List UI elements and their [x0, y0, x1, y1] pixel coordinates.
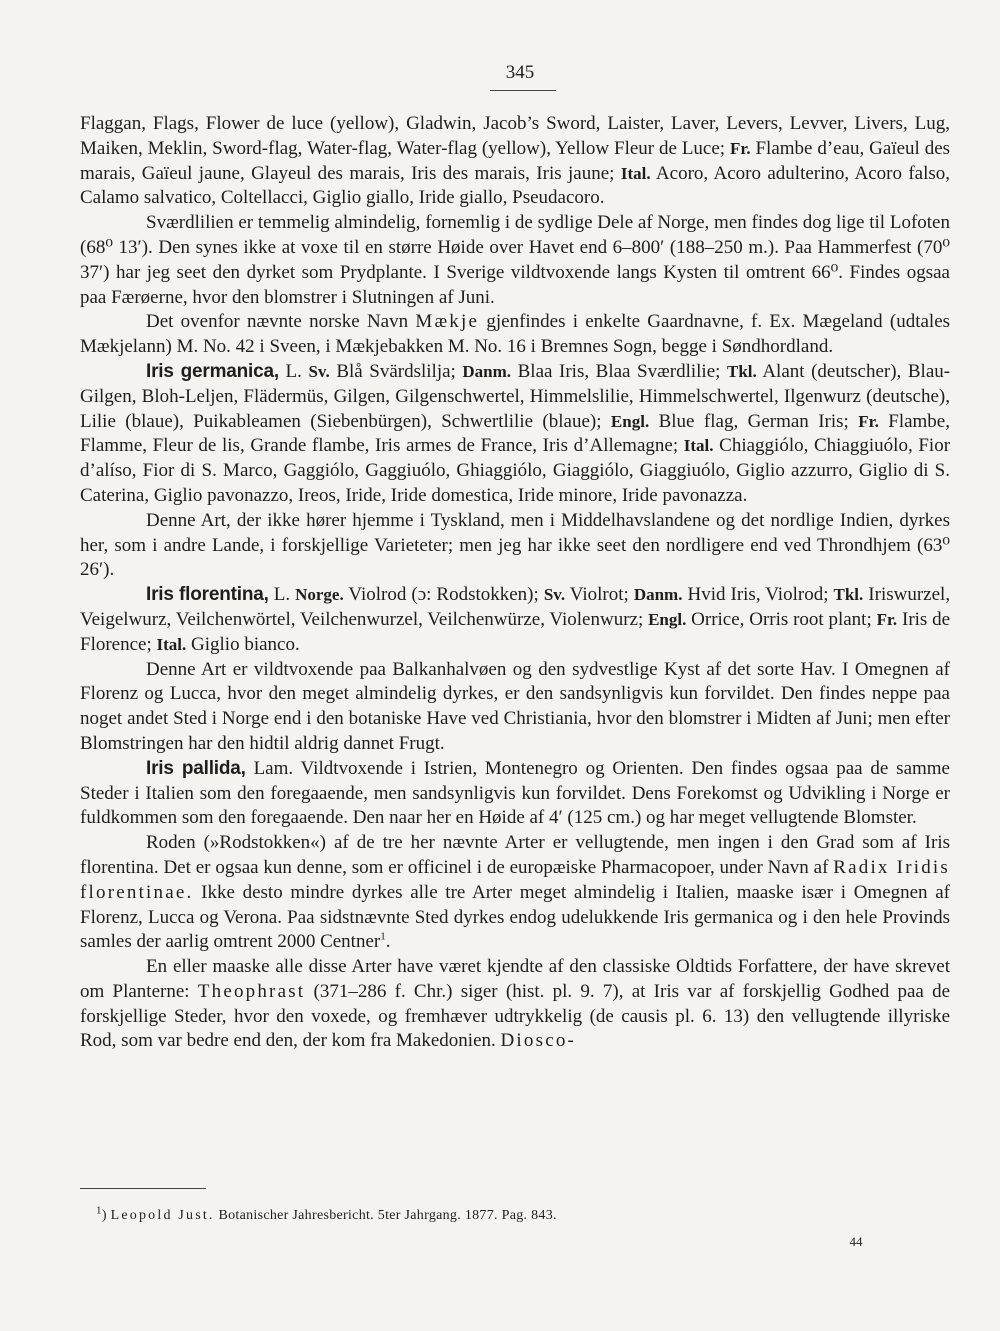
footnote-reference: 1 [380, 930, 386, 943]
footnote-rule [80, 1188, 206, 1189]
paragraph-florentina-distribution: Denne Art er vildtvoxende paa Balkanhalvøen og den sydvestlige Kyst af det sorte Hav. I Omegnen af Florenz og Lucca, hvor den meget almindelig dyrkes, er den sandsynligvis kun forvildet. Den findes neppe paa noget andet Sted i Norge end i den botaniske Have ved Christiania, hvor den blomstrer i Midten af Juni; men efter Blomstringen har den hidtil aldrig dannet Frugt. [80, 658, 950, 754]
language-label: Engl. [610, 411, 650, 431]
language-label: Fr. [858, 411, 879, 431]
species-heading: Iris pallida, [146, 757, 246, 779]
language-label: Ital. [683, 436, 714, 456]
paragraph-iris-florentina: Iris florentina, L. Norge. Violrod (ɔ: Rodstokken); Sv. Violrot; Danm. Hvid Iris, Violrod; Tkl. Iriswurzel, Veigelwurz, Veilchenwörtel, Veilchenwurzel, Veilchenwürze, Violenwurz; Engl. Orrice, Orris root plant; Fr. Iris de Florence; Ital. Giglio bianco. [80, 584, 951, 655]
paragraph-root: Roden (»Rodstokken«) af de tre her nævnte Arter er vellugtende, men ingen i den Grad som af Iris florentina. Det er ogsaa kun denne, som er officinel i de europæiske Pharmacopoer, under Navn af Radix Iridis florentinae. Ikke desto mindre dyrkes alle tre Arter meget almindelig i Italien, maaske især i Omegnen af Florenz, Lucca og Verona. Paa sidstnævnte Sted dyrkes endog udelukkende Iris germanica og i den hele Provinds samles der aarlig omtrent 2000 Centner$^1$. [80, 832, 950, 953]
species-heading: Iris florentina, [146, 584, 269, 606]
paragraph-common-names: Flaggan, Flags, Flower de luce (yellow), Gladwin, Jacob’s Sword, Laister, Laver, Levers, Levver, Livers, Lug, Maiken, Meklin, Sword-flag, Water-flag, Water-flag (yellow), Yellow Fleur de Luce; Fr. Flambe d’eau, Gaïeul des marais, Gaïeul jaune, Glayeul des marais, Iris des marais, Iris jaune; Ital. Acoro, Acoro adulterino, Acoro falso, Calamo salvatico, Coltellacci, Giglio giallo, Iride giallo, Pseudacoro. [80, 113, 951, 209]
language-label: Tkl. [727, 361, 757, 381]
language-label: Fr. [876, 609, 898, 629]
spaced-term: Diosco- [500, 1030, 577, 1052]
language-label: Danm. [462, 361, 512, 381]
language-label: Tkl. [833, 585, 864, 605]
paragraph-iris-germanica: Iris germanica, L. Sv. Blå Svärdslilja; Danm. Blaa Iris, Blaa Sværdlilie; Tkl. Alant (deutscher), Blau-Gilgen, Bloh-Leljen, Flädermüs, Gilgen, Gilgenschwertel, Himmelslilie, Himmelschwertel, Ilgenwurz (deutsche), Lilie (blaue), Puikableamen (Siebenbürgen), Schwertlilie (blaue); Engl. Blue flag, German Iris; Fr. Flambe, Flamme, Fleur de lis, Grande flambe, Iris armes de France, Iris d’Allemagne; Ital. Chiaggiólo, Chiaggiuólo, Fior d’alíso, Fior di S. Marco, Gaggiólo, Gaggiuólo, Ghiaggiólo, Giaggiólo, Giaggiuólo, Giglio azzurro, Giglio di S. Caterina, Giglio pavonazzo, Ireos, Iride, Iride domestica, Iride minore, Iride pavonazza. [80, 360, 951, 506]
spaced-term: Mækje [415, 311, 480, 333]
paragraph-classical: En eller maaske alle disse Arter have været kjendte af den classiske Oldtids Forfattere, der have skrevet om Planterne: Theophrast (371–286 f. Chr.) siger (hist. pl. 9. 7), at Iris var af forskjellig Godhed paa de forskjellige Steder, hvor den voxede, og fremhæver udtrykkelig (de causis pl. 6. 13) den vellugtende illyriske Rod, som var bedre end den, der kom fra Makedonien. Diosco- [80, 956, 951, 1052]
spaced-term: Radix Iridis florentinae. [80, 856, 950, 903]
footnote-text: Botanischer Jahresbericht. 5ter Jahrgang. 1877. Pag. 843. [218, 1208, 557, 1223]
footnote-author: Leopold Just. [110, 1208, 215, 1223]
paragraph-place-names: Det ovenfor nævnte norske Navn Mækje gjenfindes i enkelte Gaardnavne, f. Ex. Mægeland (udtales Mækjelann) M. No. 42 i Sveen, i Mækjebakken M. No. 16 i Bremnes Sogn, begge i Søndhordland. [80, 311, 951, 358]
page-number-rule [490, 90, 556, 91]
language-label: Ital. [156, 634, 187, 654]
language-label: Norge. [295, 585, 344, 605]
page-number: 345 [505, 62, 535, 83]
paragraph-germanica-distribution: Denne Art, der ikke hører hjemme i Tyskland, men i Middelhavslandene og det nordlige Indien, dyrkes her, som i andre Lande, i forskjellige Varieteter; men jeg har ikke seet den nordligere end ved Throndhjem (63⁰ 26′). [80, 509, 950, 581]
footnote-marker: 1 [96, 1204, 102, 1217]
language-label: Fr. [729, 138, 751, 158]
language-label: Sv. [308, 361, 330, 381]
footnote: $^1$) Leopold Just. Botanischer Jahresbericht. 5ter Jahrgang. 1877. Pag. 843. [96, 1204, 557, 1223]
language-label: Ital. [620, 163, 651, 183]
species-heading: Iris germanica, [146, 360, 279, 382]
language-label: Danm. [633, 585, 683, 605]
paragraph-distribution: Sværdlilien er temmelig almindelig, fornemlig i de sydlige Dele af Norge, men findes dog lige til Lofoten (68⁰ 13′). Den synes ikke at voxe til en større Høide over Havet end 6–800′ (188–250 m.). Paa Hammerfest (70⁰ 37′) har jeg seet den dyrket som Prydplante. I Sverige vildtvoxende langs Kysten til omtrent 66⁰. Findes ogsaa paa Færøerne, hvor den blomstrer i Slutningen af Juni. [80, 212, 950, 308]
language-label: Sv. [543, 585, 566, 605]
paragraph-iris-pallida: Iris pallida, Lam. Vildtvoxende i Istrien, Montenegro og Orienten. Den findes ogsaa paa de samme Steder i Italien som den foregaaende, men sandsynligvis kun forvildet. Dens Forekomst og Udvikling i Norge er fuldkommen som den foregaaende. Den naar her en Høide af 4′ (125 cm.) og har meget vellugtende Blomster. [80, 757, 950, 829]
language-label: Engl. [648, 609, 687, 629]
spaced-term: Theophrast [197, 980, 306, 1002]
signature-mark: 44 [849, 1234, 863, 1249]
body-text [80, 112, 950, 1054]
